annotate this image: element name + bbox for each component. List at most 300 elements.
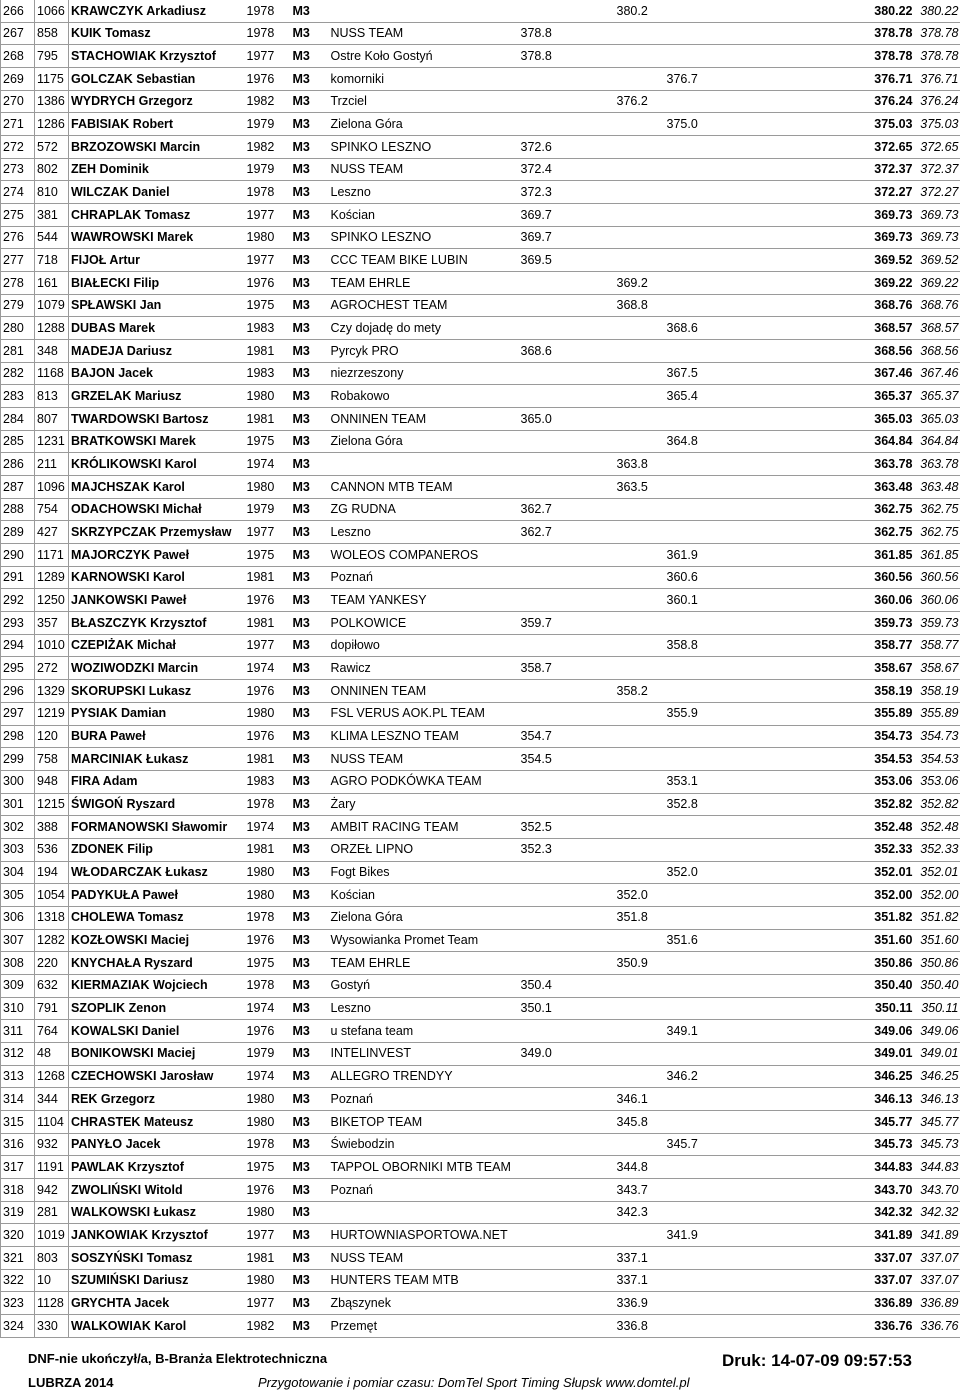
team-cell: komorniki xyxy=(329,68,519,91)
position-cell: 296 xyxy=(1,680,35,703)
total-time-cell: 344.83 xyxy=(915,1156,960,1179)
team-cell: Kościan xyxy=(329,204,519,227)
time-2-cell: 336.8 xyxy=(615,1314,665,1337)
total-time-cell: 352.00 xyxy=(915,884,960,907)
team-cell: Zielona Góra xyxy=(329,906,519,929)
rider-name-cell: KRÓLIKOWSKI Karol xyxy=(69,453,245,476)
time-3-cell xyxy=(665,226,715,249)
category-cell: M3 xyxy=(291,702,329,725)
birth-year-cell: 1974 xyxy=(245,453,291,476)
table-row xyxy=(1,634,960,657)
time-1-cell xyxy=(519,90,615,113)
rider-name-cell: PYSIAK Damian xyxy=(69,702,245,725)
category-cell: M3 xyxy=(291,1292,329,1315)
time-1-cell xyxy=(519,1269,615,1292)
best-time-cell: 352.01 xyxy=(715,861,915,884)
rider-name-cell: MAJORCZYK Paweł xyxy=(69,544,245,567)
team-cell: Leszno xyxy=(329,521,519,544)
time-2-cell xyxy=(615,1020,665,1043)
total-time-cell: 367.46 xyxy=(915,362,960,385)
best-time-cell: 336.76 xyxy=(715,1314,915,1337)
birth-year-cell: 1981 xyxy=(245,566,291,589)
position-cell: 286 xyxy=(1,453,35,476)
position-cell: 292 xyxy=(1,589,35,612)
time-2-cell xyxy=(615,1224,665,1247)
team-cell: ZG RUDNA xyxy=(329,498,519,521)
bib-number-cell: 10 xyxy=(35,1269,69,1292)
position-cell: 315 xyxy=(1,1110,35,1133)
total-time-cell: 350.11 xyxy=(915,997,960,1020)
bib-number-cell: 718 xyxy=(35,249,69,272)
best-time-cell: 342.32 xyxy=(715,1201,915,1224)
rider-name-cell: ŚWIGOŃ Ryszard xyxy=(69,793,245,816)
best-time-cell: 372.65 xyxy=(715,136,915,159)
time-3-cell: 341.9 xyxy=(665,1224,715,1247)
time-3-cell xyxy=(665,1156,715,1179)
category-cell: M3 xyxy=(291,612,329,635)
rider-name-cell: BRZOZOWSKI Marcin xyxy=(69,136,245,159)
best-time-cell: 358.67 xyxy=(715,657,915,680)
time-1-cell xyxy=(519,294,615,317)
time-2-cell xyxy=(615,1133,665,1156)
best-time-cell: 352.82 xyxy=(715,793,915,816)
birth-year-cell: 1978 xyxy=(245,0,291,22)
best-time-cell: 363.78 xyxy=(715,453,915,476)
total-time-cell: 364.84 xyxy=(915,430,960,453)
bib-number-cell: 1079 xyxy=(35,294,69,317)
total-time-cell: 345.77 xyxy=(915,1110,960,1133)
time-1-cell xyxy=(519,952,615,975)
time-2-cell: 369.2 xyxy=(615,272,665,295)
time-2-cell: 363.5 xyxy=(615,476,665,499)
time-2-cell xyxy=(615,45,665,68)
table-row xyxy=(1,272,960,295)
time-3-cell: 376.7 xyxy=(665,68,715,91)
table-row xyxy=(1,385,960,408)
total-time-cell: 368.76 xyxy=(915,294,960,317)
bib-number-cell: 330 xyxy=(35,1314,69,1337)
birth-year-cell: 1981 xyxy=(245,340,291,363)
best-time-cell: 354.73 xyxy=(715,725,915,748)
team-cell: HURTOWNIASPORTOWA.NET xyxy=(329,1224,519,1247)
rider-name-cell: FORMANOWSKI Sławomir xyxy=(69,816,245,839)
birth-year-cell: 1976 xyxy=(245,272,291,295)
rider-name-cell: GOLCZAK Sebastian xyxy=(69,68,245,91)
bib-number-cell: 1282 xyxy=(35,929,69,952)
time-1-cell: 369.5 xyxy=(519,249,615,272)
time-1-cell xyxy=(519,770,615,793)
total-time-cell: 358.77 xyxy=(915,634,960,657)
position-cell: 295 xyxy=(1,657,35,680)
footer-legend: DNF-nie ukończył/a, B-Branża Elektrotechniczna xyxy=(28,1351,328,1366)
time-3-cell xyxy=(665,453,715,476)
position-cell: 309 xyxy=(1,974,35,997)
total-time-cell: 365.37 xyxy=(915,385,960,408)
rider-name-cell: MADEJA Dariusz xyxy=(69,340,245,363)
time-1-cell xyxy=(519,1224,615,1247)
position-cell: 274 xyxy=(1,181,35,204)
total-time-cell: 336.76 xyxy=(915,1314,960,1337)
time-1-cell: 369.7 xyxy=(519,226,615,249)
birth-year-cell: 1981 xyxy=(245,748,291,771)
time-1-cell xyxy=(519,634,615,657)
rider-name-cell: WALKOWIAK Karol xyxy=(69,1314,245,1337)
best-time-cell: 365.37 xyxy=(715,385,915,408)
time-3-cell xyxy=(665,0,715,22)
table-row xyxy=(1,1156,960,1179)
time-3-cell xyxy=(665,498,715,521)
team-cell: Wysowianka Promet Team xyxy=(329,929,519,952)
time-2-cell: 363.8 xyxy=(615,453,665,476)
bib-number-cell: 1289 xyxy=(35,566,69,589)
rider-name-cell: KNYCHAŁA Ryszard xyxy=(69,952,245,975)
position-cell: 280 xyxy=(1,317,35,340)
time-3-cell xyxy=(665,1269,715,1292)
category-cell: M3 xyxy=(291,861,329,884)
bib-number-cell: 194 xyxy=(35,861,69,884)
category-cell: M3 xyxy=(291,453,329,476)
time-2-cell xyxy=(615,612,665,635)
time-1-cell: 362.7 xyxy=(519,498,615,521)
table-row xyxy=(1,680,960,703)
time-1-cell xyxy=(519,884,615,907)
time-3-cell: 368.6 xyxy=(665,317,715,340)
total-time-cell: 354.73 xyxy=(915,725,960,748)
rider-name-cell: CHRAPLAK Tomasz xyxy=(69,204,245,227)
category-cell: M3 xyxy=(291,158,329,181)
position-cell: 322 xyxy=(1,1269,35,1292)
bib-number-cell: 1231 xyxy=(35,430,69,453)
best-time-cell: 354.53 xyxy=(715,748,915,771)
time-2-cell xyxy=(615,861,665,884)
birth-year-cell: 1978 xyxy=(245,181,291,204)
team-cell: Zielona Góra xyxy=(329,430,519,453)
time-2-cell: 351.8 xyxy=(615,906,665,929)
rider-name-cell: MARCINIAK Łukasz xyxy=(69,748,245,771)
bib-number-cell: 803 xyxy=(35,1246,69,1269)
bib-number-cell: 1128 xyxy=(35,1292,69,1315)
time-2-cell xyxy=(615,634,665,657)
team-cell: u stefana team xyxy=(329,1020,519,1043)
category-cell: M3 xyxy=(291,340,329,363)
rider-name-cell: SKORUPSKI Lukasz xyxy=(69,680,245,703)
table-row xyxy=(1,612,960,635)
rider-name-cell: FIJOŁ Artur xyxy=(69,249,245,272)
time-2-cell xyxy=(615,362,665,385)
time-2-cell: 368.8 xyxy=(615,294,665,317)
table-row xyxy=(1,1269,960,1292)
time-1-cell xyxy=(519,1178,615,1201)
time-3-cell xyxy=(665,838,715,861)
bib-number-cell: 942 xyxy=(35,1178,69,1201)
team-cell: TEAM EHRLE xyxy=(329,952,519,975)
total-time-cell: 346.13 xyxy=(915,1088,960,1111)
time-2-cell xyxy=(615,408,665,431)
time-1-cell xyxy=(519,929,615,952)
total-time-cell: 361.85 xyxy=(915,544,960,567)
position-cell: 284 xyxy=(1,408,35,431)
best-time-cell: 353.06 xyxy=(715,770,915,793)
time-2-cell xyxy=(615,521,665,544)
birth-year-cell: 1976 xyxy=(245,929,291,952)
time-3-cell xyxy=(665,997,715,1020)
time-2-cell xyxy=(615,113,665,136)
time-3-cell xyxy=(665,1088,715,1111)
birth-year-cell: 1974 xyxy=(245,816,291,839)
bib-number-cell: 1010 xyxy=(35,634,69,657)
table-row xyxy=(1,453,960,476)
total-time-cell: 351.60 xyxy=(915,929,960,952)
rider-name-cell: WYDRYCH Grzegorz xyxy=(69,90,245,113)
team-cell: Zielona Góra xyxy=(329,113,519,136)
results-body xyxy=(1,0,960,1337)
time-2-cell xyxy=(615,589,665,612)
best-time-cell: 351.60 xyxy=(715,929,915,952)
time-3-cell: 349.1 xyxy=(665,1020,715,1043)
time-3-cell xyxy=(665,90,715,113)
team-cell: Ostre Koło Gostyń xyxy=(329,45,519,68)
category-cell: M3 xyxy=(291,68,329,91)
position-cell: 302 xyxy=(1,816,35,839)
time-2-cell: 376.2 xyxy=(615,90,665,113)
best-time-cell: 352.48 xyxy=(715,816,915,839)
team-cell xyxy=(329,453,519,476)
birth-year-cell: 1977 xyxy=(245,1292,291,1315)
table-row xyxy=(1,476,960,499)
total-time-cell: 353.06 xyxy=(915,770,960,793)
time-1-cell: 372.6 xyxy=(519,136,615,159)
position-cell: 320 xyxy=(1,1224,35,1247)
bib-number-cell: 1329 xyxy=(35,680,69,703)
time-2-cell xyxy=(615,748,665,771)
time-3-cell xyxy=(665,1178,715,1201)
position-cell: 314 xyxy=(1,1088,35,1111)
total-time-cell: 369.22 xyxy=(915,272,960,295)
team-cell: NUSS TEAM xyxy=(329,1246,519,1269)
team-cell: INTELINVEST xyxy=(329,1042,519,1065)
total-time-cell: 369.52 xyxy=(915,249,960,272)
time-2-cell: 343.7 xyxy=(615,1178,665,1201)
time-1-cell: 354.5 xyxy=(519,748,615,771)
table-row xyxy=(1,793,960,816)
category-cell: M3 xyxy=(291,204,329,227)
position-cell: 287 xyxy=(1,476,35,499)
best-time-cell: 376.24 xyxy=(715,90,915,113)
bib-number-cell: 1191 xyxy=(35,1156,69,1179)
best-time-cell: 337.07 xyxy=(715,1246,915,1269)
rider-name-cell: CHRASTEK Mateusz xyxy=(69,1110,245,1133)
time-3-cell: 375.0 xyxy=(665,113,715,136)
category-cell: M3 xyxy=(291,1133,329,1156)
rider-name-cell: KUIK Tomasz xyxy=(69,22,245,45)
best-time-cell: 359.73 xyxy=(715,612,915,635)
time-2-cell xyxy=(615,838,665,861)
best-time-cell: 372.27 xyxy=(715,181,915,204)
total-time-cell: 346.25 xyxy=(915,1065,960,1088)
time-1-cell xyxy=(519,1292,615,1315)
birth-year-cell: 1980 xyxy=(245,1269,291,1292)
birth-year-cell: 1980 xyxy=(245,1201,291,1224)
bib-number-cell: 810 xyxy=(35,181,69,204)
best-time-cell: 343.70 xyxy=(715,1178,915,1201)
rider-name-cell: WOZIWODZKI Marcin xyxy=(69,657,245,680)
bib-number-cell: 764 xyxy=(35,1020,69,1043)
total-time-cell: 342.32 xyxy=(915,1201,960,1224)
position-cell: 316 xyxy=(1,1133,35,1156)
table-row xyxy=(1,952,960,975)
team-cell: Poznań xyxy=(329,1088,519,1111)
time-1-cell xyxy=(519,793,615,816)
time-1-cell: 350.1 xyxy=(519,997,615,1020)
time-2-cell: 342.3 xyxy=(615,1201,665,1224)
best-time-cell: 369.52 xyxy=(715,249,915,272)
best-time-cell: 360.56 xyxy=(715,566,915,589)
total-time-cell: 376.71 xyxy=(915,68,960,91)
best-time-cell: 337.07 xyxy=(715,1269,915,1292)
birth-year-cell: 1978 xyxy=(245,22,291,45)
table-row xyxy=(1,158,960,181)
time-1-cell: 372.4 xyxy=(519,158,615,181)
time-1-cell xyxy=(519,113,615,136)
rider-name-cell: DUBAS Marek xyxy=(69,317,245,340)
time-2-cell xyxy=(615,430,665,453)
time-2-cell xyxy=(615,158,665,181)
best-time-cell: 369.73 xyxy=(715,204,915,227)
category-cell: M3 xyxy=(291,997,329,1020)
total-time-cell: 376.24 xyxy=(915,90,960,113)
bib-number-cell: 220 xyxy=(35,952,69,975)
footer-credit: Przygotowanie i pomiar czasu: DomTel Sport Timing Słupsk www.domtel.pl xyxy=(258,1375,690,1390)
total-time-cell: 350.86 xyxy=(915,952,960,975)
rider-name-cell: JANKOWIAK Krzysztof xyxy=(69,1224,245,1247)
bib-number-cell: 1286 xyxy=(35,113,69,136)
bib-number-cell: 427 xyxy=(35,521,69,544)
rider-name-cell: PADYKUŁA Paweł xyxy=(69,884,245,907)
category-cell: M3 xyxy=(291,589,329,612)
position-cell: 276 xyxy=(1,226,35,249)
birth-year-cell: 1980 xyxy=(245,226,291,249)
category-cell: M3 xyxy=(291,1314,329,1337)
bib-number-cell: 1318 xyxy=(35,906,69,929)
time-3-cell xyxy=(665,612,715,635)
total-time-cell: 360.56 xyxy=(915,566,960,589)
category-cell: M3 xyxy=(291,770,329,793)
rider-name-cell: WILCZAK Daniel xyxy=(69,181,245,204)
time-2-cell xyxy=(615,249,665,272)
position-cell: 318 xyxy=(1,1178,35,1201)
category-cell: M3 xyxy=(291,430,329,453)
position-cell: 321 xyxy=(1,1246,35,1269)
position-cell: 270 xyxy=(1,90,35,113)
bib-number-cell: 807 xyxy=(35,408,69,431)
rider-name-cell: WALKOWSKI Łukasz xyxy=(69,1201,245,1224)
category-cell: M3 xyxy=(291,680,329,703)
category-cell: M3 xyxy=(291,1065,329,1088)
bib-number-cell: 754 xyxy=(35,498,69,521)
birth-year-cell: 1979 xyxy=(245,1042,291,1065)
rider-name-cell: GRZELAK Mariusz xyxy=(69,385,245,408)
position-cell: 282 xyxy=(1,362,35,385)
best-time-cell: 369.22 xyxy=(715,272,915,295)
team-cell: Robakowo xyxy=(329,385,519,408)
category-cell: M3 xyxy=(291,294,329,317)
time-3-cell xyxy=(665,748,715,771)
table-row xyxy=(1,1020,960,1043)
category-cell: M3 xyxy=(291,1224,329,1247)
total-time-cell: 372.37 xyxy=(915,158,960,181)
team-cell: Przemęt xyxy=(329,1314,519,1337)
time-1-cell xyxy=(519,0,615,22)
time-1-cell xyxy=(519,1314,615,1337)
time-3-cell xyxy=(665,476,715,499)
birth-year-cell: 1977 xyxy=(245,634,291,657)
time-1-cell xyxy=(519,1246,615,1269)
time-2-cell xyxy=(615,770,665,793)
bib-number-cell: 48 xyxy=(35,1042,69,1065)
best-time-cell: 368.76 xyxy=(715,294,915,317)
birth-year-cell: 1981 xyxy=(245,1246,291,1269)
category-cell: M3 xyxy=(291,793,329,816)
total-time-cell: 352.48 xyxy=(915,816,960,839)
time-3-cell: 345.7 xyxy=(665,1133,715,1156)
position-cell: 310 xyxy=(1,997,35,1020)
bib-number-cell: 1219 xyxy=(35,702,69,725)
position-cell: 308 xyxy=(1,952,35,975)
total-time-cell: 372.27 xyxy=(915,181,960,204)
rider-name-cell: ZWOLIŃSKI Witold xyxy=(69,1178,245,1201)
category-cell: M3 xyxy=(291,385,329,408)
position-cell: 299 xyxy=(1,748,35,771)
birth-year-cell: 1975 xyxy=(245,544,291,567)
team-cell: HUNTERS TEAM MTB xyxy=(329,1269,519,1292)
best-time-cell: 368.57 xyxy=(715,317,915,340)
bib-number-cell: 536 xyxy=(35,838,69,861)
best-time-cell: 363.48 xyxy=(715,476,915,499)
time-1-cell xyxy=(519,476,615,499)
birth-year-cell: 1978 xyxy=(245,793,291,816)
total-time-cell: 360.06 xyxy=(915,589,960,612)
total-time-cell: 358.19 xyxy=(915,680,960,703)
category-cell: M3 xyxy=(291,1178,329,1201)
team-cell: TEAM EHRLE xyxy=(329,272,519,295)
time-3-cell: 365.4 xyxy=(665,385,715,408)
time-3-cell xyxy=(665,249,715,272)
table-row xyxy=(1,317,960,340)
table-row xyxy=(1,725,960,748)
total-time-cell: 368.56 xyxy=(915,340,960,363)
rider-name-cell: SZUMIŃSKI Dariusz xyxy=(69,1269,245,1292)
time-3-cell xyxy=(665,22,715,45)
rider-name-cell: STACHOWIAK Krzysztof xyxy=(69,45,245,68)
rider-name-cell: FABISIAK Robert xyxy=(69,113,245,136)
category-cell: M3 xyxy=(291,113,329,136)
category-cell: M3 xyxy=(291,181,329,204)
table-row xyxy=(1,1088,960,1111)
time-1-cell xyxy=(519,362,615,385)
time-1-cell xyxy=(519,1088,615,1111)
time-1-cell xyxy=(519,589,615,612)
category-cell: M3 xyxy=(291,1110,329,1133)
position-cell: 275 xyxy=(1,204,35,227)
category-cell: M3 xyxy=(291,838,329,861)
category-cell: M3 xyxy=(291,90,329,113)
time-3-cell xyxy=(665,884,715,907)
best-time-cell: 351.82 xyxy=(715,906,915,929)
time-3-cell xyxy=(665,1246,715,1269)
position-cell: 306 xyxy=(1,906,35,929)
time-2-cell xyxy=(615,566,665,589)
team-cell: Zbąszynek xyxy=(329,1292,519,1315)
